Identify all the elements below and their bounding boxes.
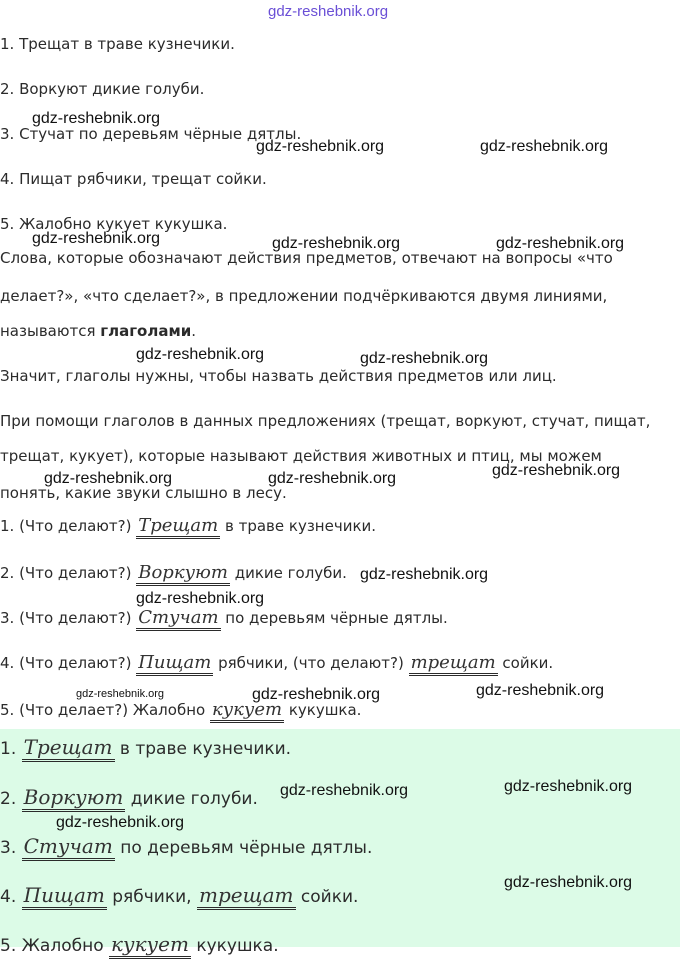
term-verbs: глаголами xyxy=(100,322,192,340)
text: называются xyxy=(0,322,101,340)
verb-underlined: Пищат xyxy=(22,883,107,910)
explanation-line xyxy=(0,321,196,341)
watermark: gdz-reshebnik.org xyxy=(256,138,385,155)
explanation-line: трещат, кукует), которые называют действия животных и птиц, мы можем xyxy=(0,447,602,465)
explanation-line: делает?», «что сделает?», в предложении подчёркиваются двумя линиями, xyxy=(0,287,608,305)
annotated-sentence xyxy=(0,608,448,628)
text: в траве кузнечики. xyxy=(114,739,292,759)
text: кукушка. xyxy=(284,701,362,719)
text: по деревьям чёрные дятлы. xyxy=(114,838,373,858)
verb-underlined: Стучат xyxy=(136,607,220,631)
text: 3. xyxy=(0,838,22,858)
sentence-2: 2. Воркуют дикие голуби. xyxy=(0,80,205,98)
text: дикие голуби. xyxy=(125,789,258,809)
annotated-sentence xyxy=(0,653,553,673)
verb-underlined: Трещат xyxy=(136,515,220,539)
answer-sentence xyxy=(0,883,358,909)
watermark: gdz-reshebnik.org xyxy=(504,874,633,891)
sentence-4: 4. Пищат рябчики, трещат сойки. xyxy=(0,170,267,188)
text: в траве кузнечики. xyxy=(220,517,377,535)
verb-underlined: кукует xyxy=(210,699,284,723)
sentence-3: 3. Стучат по деревьям чёрные дятлы. xyxy=(0,125,302,143)
watermark: gdz-reshebnik.org xyxy=(492,462,621,479)
watermark: gdz-reshebnik.org xyxy=(476,682,605,699)
text: рябчики, xyxy=(106,887,197,907)
text: 5. Жалобно xyxy=(0,936,110,956)
text: 1. (Что делают?) xyxy=(0,517,137,535)
text: кукушка. xyxy=(190,936,279,956)
answer-sentence xyxy=(0,834,372,860)
text: 1. xyxy=(0,739,22,759)
text: 4. xyxy=(0,887,22,907)
explanation-line: При помощи глаголов в данных предложениях (трещат, воркуют, стучат, пищат, xyxy=(0,412,651,430)
verb-underlined: Воркуют xyxy=(22,785,126,812)
answer-sentence xyxy=(0,735,291,761)
watermark: gdz-reshebnik.org xyxy=(268,3,389,20)
text: рябчики, (что делают?) xyxy=(213,654,409,672)
verb-underlined: Стучат xyxy=(22,834,115,861)
answer-sentence xyxy=(0,932,279,958)
verb-underlined: Воркуют xyxy=(136,562,230,586)
explanation-line: Слова, которые обозначают действия предметов, отвечают на вопросы «что xyxy=(0,249,613,267)
watermark: gdz-reshebnik.org xyxy=(76,688,165,700)
verb-underlined: трещат xyxy=(197,883,296,910)
annotated-sentence xyxy=(0,563,347,583)
watermark: gdz-reshebnik.org xyxy=(44,470,173,487)
sentence-5: 5. Жалобно кукует кукушка. xyxy=(0,215,228,233)
annotated-sentence xyxy=(0,516,376,536)
text: . xyxy=(191,322,197,340)
text: дикие голуби. xyxy=(229,564,347,582)
verb-underlined: кукует xyxy=(109,932,191,959)
watermark: gdz-reshebnik.org xyxy=(268,470,397,487)
watermark: gdz-reshebnik.org xyxy=(480,138,609,155)
watermark: gdz-reshebnik.org xyxy=(252,686,381,703)
watermark: gdz-reshebnik.org xyxy=(272,235,401,252)
text: сойки. xyxy=(295,887,359,907)
watermark: gdz-reshebnik.org xyxy=(32,110,161,127)
verb-underlined: Пищат xyxy=(136,652,213,676)
watermark: gdz-reshebnik.org xyxy=(280,782,409,799)
text: 4. (Что делают?) xyxy=(0,654,137,672)
watermark: gdz-reshebnik.org xyxy=(136,590,265,607)
watermark: gdz-reshebnik.org xyxy=(136,346,265,363)
text: 5. (Что делает?) Жалобно xyxy=(0,701,210,719)
watermark: gdz-reshebnik.org xyxy=(32,230,161,247)
sentence-1: 1. Трещат в траве кузнечики. xyxy=(0,35,235,53)
explanation-line: понять, какие звуки слышно в лесу. xyxy=(0,484,287,502)
watermark: gdz-reshebnik.org xyxy=(496,235,625,252)
explanation-line: Значит, глаголы нужны, чтобы назвать действия предметов или лиц. xyxy=(0,367,557,385)
answer-sentence xyxy=(0,785,258,811)
text: сойки. xyxy=(497,654,554,672)
text: 2. xyxy=(0,789,22,809)
watermark: gdz-reshebnik.org xyxy=(360,566,489,583)
watermark: gdz-reshebnik.org xyxy=(360,350,489,367)
watermark: gdz-reshebnik.org xyxy=(504,778,633,795)
text: 2. (Что делают?) xyxy=(0,564,137,582)
text: 3. (Что делают?) xyxy=(0,609,137,627)
verb-underlined: трещат xyxy=(409,652,498,676)
verb-underlined: Трещат xyxy=(22,735,115,762)
text: по деревьям чёрные дятлы. xyxy=(220,609,448,627)
watermark: gdz-reshebnik.org xyxy=(56,814,185,831)
